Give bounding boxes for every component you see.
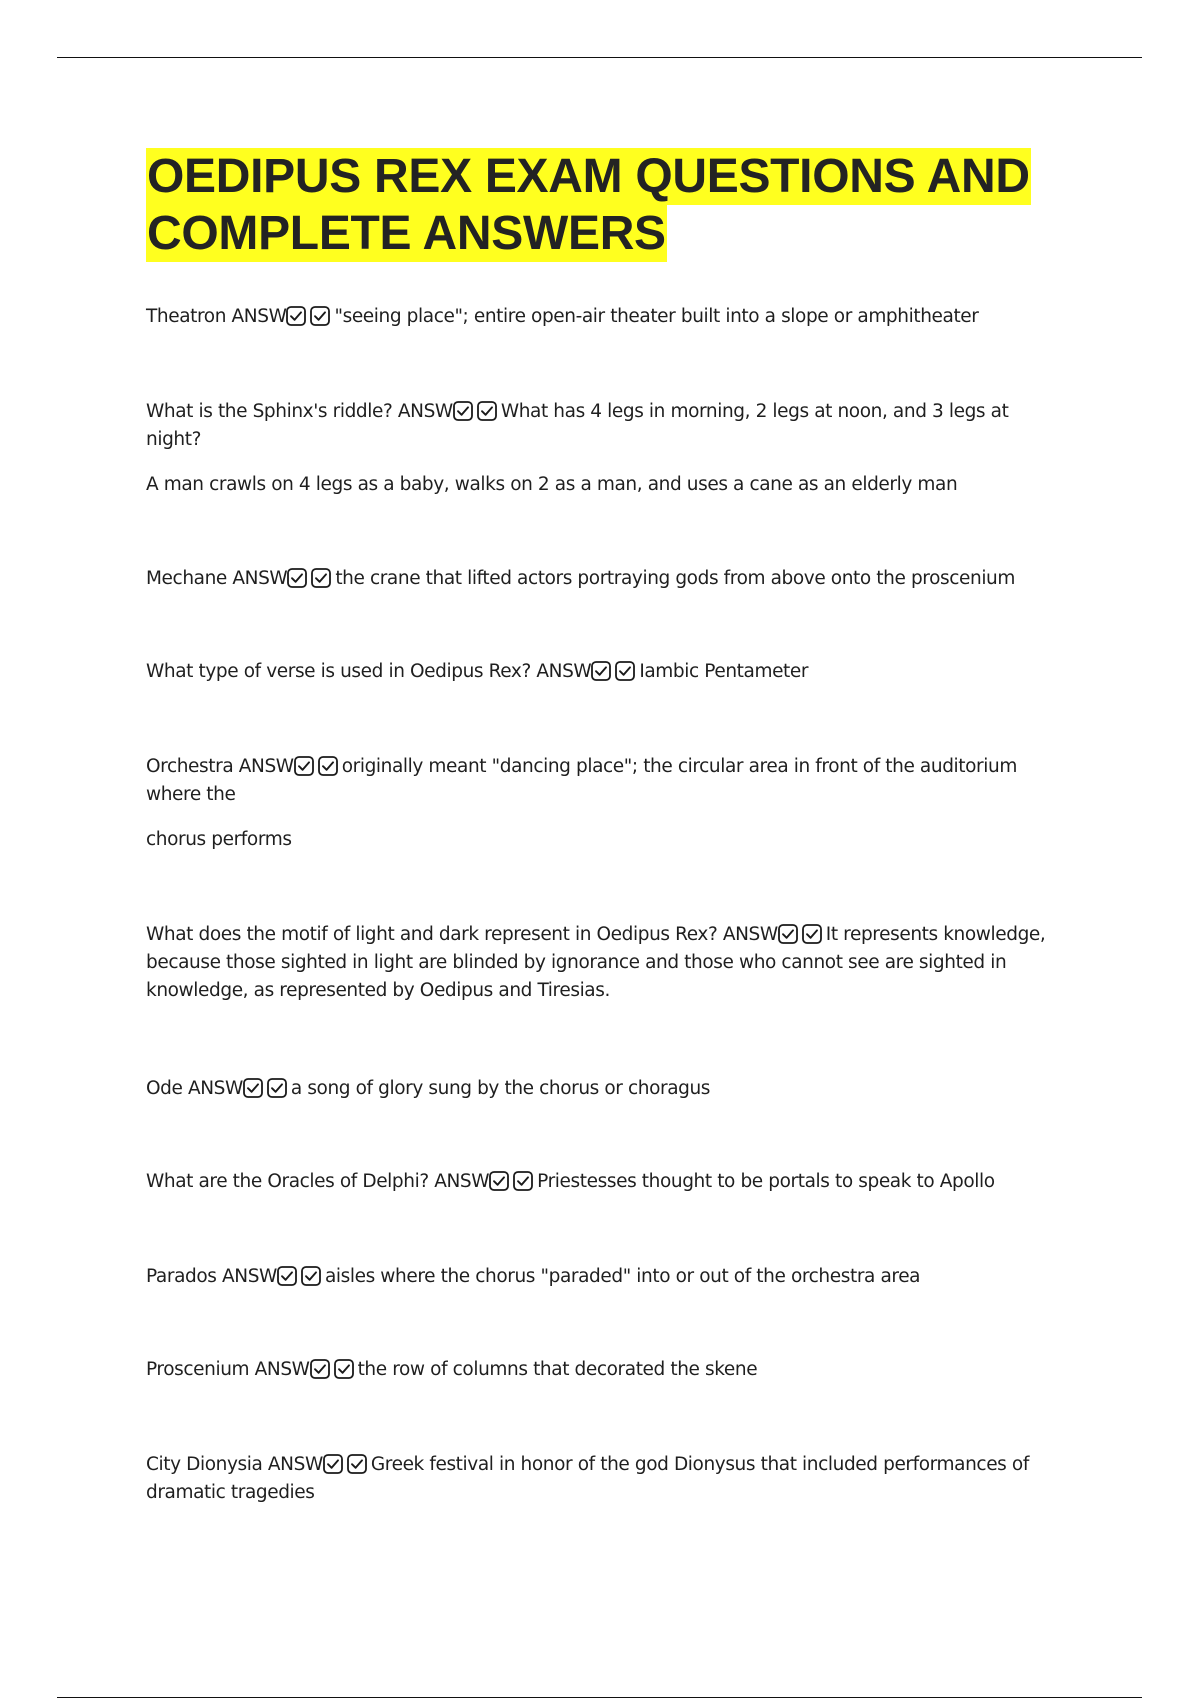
- answer-marker: ANSW: [231, 306, 287, 327]
- checkbox-checked-icon: [347, 1454, 367, 1474]
- qa-term: Ode: [146, 1078, 188, 1099]
- qa-entry: [146, 1075, 1066, 1103]
- checkbox-checked-icon: [802, 924, 822, 944]
- checkbox-checked-icon: [286, 306, 306, 326]
- qa-term: City Dionysia: [146, 1454, 268, 1475]
- title-line-2: COMPLETE ANSWERS: [147, 207, 666, 260]
- checkbox-checked-icon: [267, 1078, 287, 1098]
- qa-entry: [146, 303, 1066, 331]
- qa-term: Theatron: [146, 306, 232, 327]
- qa-term: Orchestra: [146, 756, 239, 777]
- checkbox-checked-icon: [334, 1359, 354, 1379]
- qa-answer: the crane that lifted actors portraying gods from above onto the proscenium: [335, 568, 1016, 589]
- answer-marker: ANSW: [232, 568, 288, 589]
- checkbox-checked-icon: [287, 568, 307, 588]
- qa-term: Proscenium: [146, 1359, 255, 1380]
- qa-answer: a song of glory sung by the chorus or choragus: [290, 1078, 711, 1099]
- qa-entry: [146, 1168, 1066, 1196]
- qa-entry: [146, 921, 1066, 1005]
- qa-paragraph: [146, 565, 1066, 593]
- checkbox-checked-icon: [310, 1359, 330, 1379]
- title-line-1: OEDIPUS REX EXAM QUESTIONS AND: [147, 150, 1030, 203]
- page-title: [146, 148, 1046, 262]
- answer-marker: ANSW: [434, 1171, 490, 1192]
- checkbox-checked-icon: [778, 924, 798, 944]
- checkbox-checked-icon: [615, 661, 635, 681]
- answer-marker: ANSW: [187, 1078, 243, 1099]
- qa-paragraph: [146, 1356, 1066, 1384]
- checkbox-checked-icon: [323, 1454, 343, 1474]
- qa-term: What are the Oracles of Delphi?: [146, 1171, 435, 1192]
- qa-paragraph: [146, 921, 1066, 1005]
- qa-paragraph: [146, 658, 1066, 686]
- qa-entry: [146, 658, 1066, 686]
- checkbox-checked-icon: [311, 568, 331, 588]
- qa-entry: [146, 1356, 1066, 1384]
- bottom-rule: [57, 1697, 1142, 1698]
- checkbox-checked-icon: [277, 1266, 297, 1286]
- qa-paragraph: [146, 1263, 1066, 1291]
- checkbox-checked-icon: [453, 401, 473, 421]
- qa-paragraph: [146, 1451, 1066, 1507]
- answer-marker: ANSW: [254, 1359, 310, 1380]
- qa-entry: [146, 753, 1066, 854]
- answer-marker: ANSW: [536, 661, 592, 682]
- qa-paragraph: [146, 303, 1066, 331]
- qa-continuation: A man crawls on 4 legs as a baby, walks on 2 as a man, and uses a cane as an elderly man: [146, 474, 958, 495]
- answer-marker: ANSW: [222, 1266, 277, 1287]
- checkbox-checked-icon: [294, 756, 314, 776]
- qa-term: What type of verse is used in Oedipus Rex?: [146, 661, 537, 682]
- qa-paragraph: [146, 753, 1066, 809]
- qa-entry: [146, 1263, 1066, 1291]
- qa-answer: What has 4 legs in morning, 2 legs at noon, and 3 legs at night?: [146, 401, 1009, 450]
- answer-marker: ANSW: [722, 924, 778, 945]
- checkbox-checked-icon: [310, 306, 330, 326]
- qa-answer: aisles where the chorus "paraded" into or out of the orchestra area: [324, 1266, 921, 1287]
- checkbox-checked-icon: [243, 1078, 263, 1098]
- qa-entry: [146, 398, 1066, 499]
- qa-paragraph: [146, 1168, 1066, 1196]
- qa-answer: "seeing place"; entire open-air theater built into a slope or amphitheater: [334, 306, 979, 327]
- checkbox-checked-icon: [591, 661, 611, 681]
- checkbox-checked-icon: [513, 1171, 533, 1191]
- answer-marker: ANSW: [267, 1454, 323, 1475]
- qa-paragraph: [146, 398, 1066, 454]
- checkbox-checked-icon: [489, 1171, 509, 1191]
- qa-term: What is the Sphinx's riddle?: [146, 401, 398, 422]
- qa-answer: Iambic Pentameter: [639, 661, 809, 682]
- top-rule: [57, 57, 1142, 58]
- answer-marker: ANSW: [397, 401, 453, 422]
- qa-answer: Priestesses thought to be portals to speak to Apollo: [537, 1171, 995, 1192]
- qa-continuation: chorus performs: [146, 829, 292, 850]
- checkbox-checked-icon: [318, 756, 338, 776]
- qa-term: Mechane: [146, 568, 233, 589]
- qa-answer: Greek festival in honor of the god Dionysus that included performances of dramatic tragedies: [146, 1454, 1029, 1503]
- checkbox-checked-icon: [301, 1266, 321, 1286]
- qa-answer: the row of columns that decorated the skene: [357, 1359, 758, 1380]
- qa-term: What does the motif of light and dark represent in Oedipus Rex?: [146, 924, 723, 945]
- qa-term: Parados: [146, 1266, 222, 1287]
- qa-entry: [146, 1451, 1066, 1507]
- qa-entry: [146, 565, 1066, 593]
- qa-answer: It represents knowledge, because those sighted in light are blinded by ignorance and those who cannot see are sighted in knowledge, as represented by Oedipus and Tiresias.: [146, 924, 1046, 1001]
- answer-marker: ANSW: [238, 756, 294, 777]
- qa-answer: originally meant "dancing place"; the circular area in front of the auditorium where the: [146, 756, 1017, 805]
- qa-paragraph: [146, 1075, 1066, 1103]
- checkbox-checked-icon: [477, 401, 497, 421]
